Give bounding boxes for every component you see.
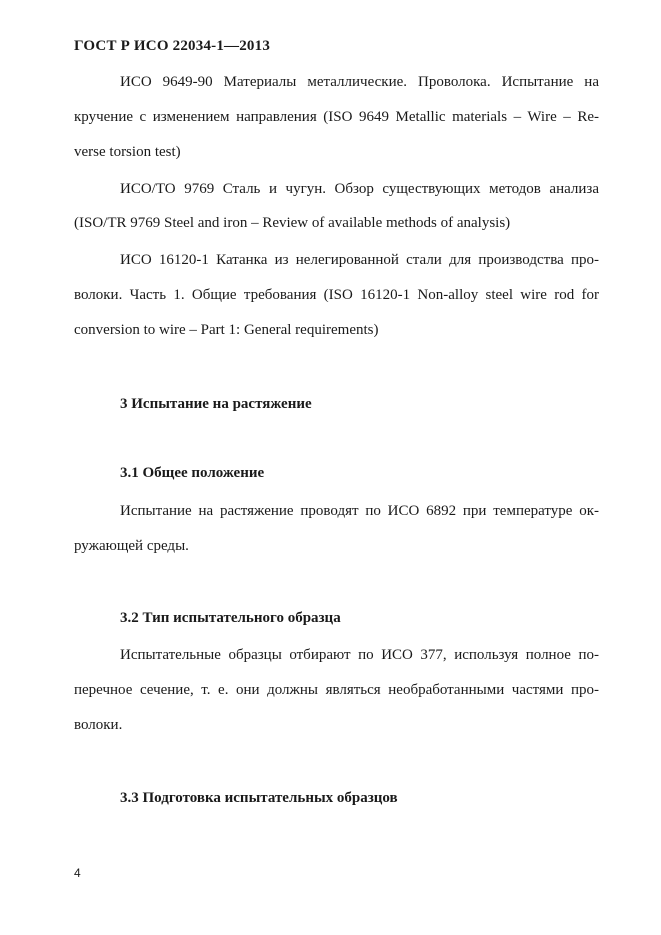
ref-iso16120-line3: conversion to wire – Part 1: General requirements) — [74, 322, 379, 338]
ref-iso9769-line2: (ISO/TR 9769 Steel and iron – Review of available methods of analysis) — [74, 215, 511, 231]
ref-iso9649-line2: кручение с изменением направления (ISO 9649 Metallic materials – Wire – Re- — [74, 109, 599, 125]
section-3-1-line1: Испытание на растяжение проводят по ИСО 6892 при температуре ок- — [120, 503, 599, 519]
section-3-2-line3: волоки. — [74, 717, 123, 733]
ref-iso9769-line1: ИСО/ТО 9769 Сталь и чугун. Обзор существующих методов анализа — [120, 181, 599, 197]
section-3-3-heading: 3.3 Подготовка испытательных образцов — [120, 790, 398, 806]
section-3-2-line1: Испытательные образцы отбирают по ИСО 377, используя полное по- — [120, 647, 599, 663]
section-3-1-line2: ружающей среды. — [74, 538, 189, 554]
ref-iso16120-line2: волоки. Часть 1. Общие требования (ISO 16120-1 Non-alloy steel wire rod for — [74, 287, 599, 303]
section-3-1-heading: 3.1 Общее положение — [120, 465, 265, 481]
section-3-2-heading: 3.2 Тип испытательного образца — [120, 610, 341, 626]
ref-iso9649-line3: verse torsion test) — [74, 144, 181, 160]
page-number: 4 — [74, 866, 81, 880]
ref-iso9649-line1: ИСО 9649-90 Материалы металлические. Проволока. Испытание на — [120, 74, 599, 90]
section-3-2-line2: перечное сечение, т. е. они должны являться необработанными частями про- — [74, 682, 599, 698]
section-3-heading: 3 Испытание на растяжение — [120, 396, 312, 412]
document-header: ГОСТ Р ИСО 22034-1—2013 — [74, 38, 271, 54]
ref-iso16120-line1: ИСО 16120-1 Катанка из нелегированной стали для производства про- — [120, 252, 599, 268]
